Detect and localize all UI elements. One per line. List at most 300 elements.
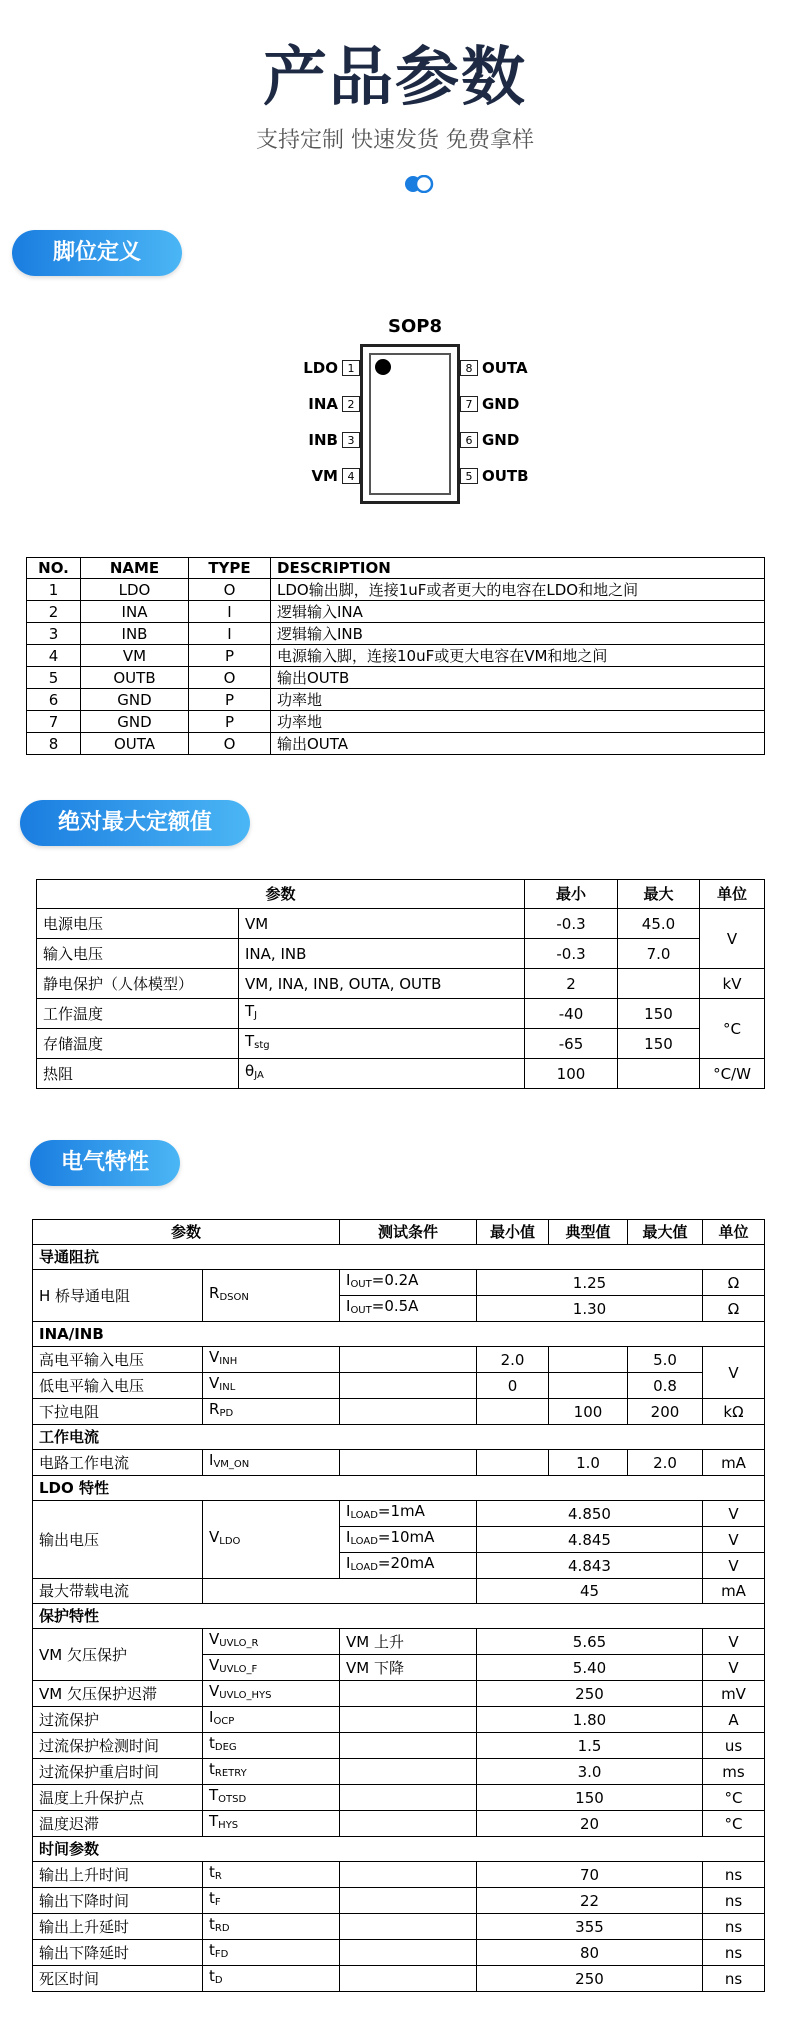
cell: 4.850	[477, 1501, 703, 1527]
cell	[203, 1681, 340, 1707]
cell: 逻辑输入INB	[271, 623, 765, 645]
cell	[203, 1940, 340, 1966]
cell: mA	[703, 1450, 765, 1476]
table-row	[27, 579, 765, 601]
cell	[203, 1862, 340, 1888]
symbol-sub: OCP	[213, 1716, 235, 1727]
cond: I	[346, 1297, 351, 1315]
cond-sub: LOAD	[350, 1510, 378, 1521]
table-row	[33, 1629, 765, 1655]
cell	[239, 1059, 525, 1089]
pin-name: GND	[482, 395, 520, 413]
col-header: DESCRIPTION	[271, 558, 765, 579]
pin-number: 4	[342, 468, 360, 484]
table-row	[33, 1862, 765, 1888]
cell: 高电平输入电压	[33, 1347, 203, 1373]
decoration-dots-icon	[404, 175, 434, 193]
cell	[340, 1888, 477, 1914]
cond-sub: OUT	[350, 1279, 372, 1290]
section-elec-title: 电气特性	[30, 1140, 180, 1186]
table-row	[27, 645, 765, 667]
cell	[340, 1940, 477, 1966]
symbol: θ	[245, 1062, 255, 1080]
cell	[549, 1347, 628, 1373]
cell: OUTB	[81, 667, 189, 689]
cell: 最大带载电流	[33, 1579, 203, 1604]
table-row	[33, 1914, 765, 1940]
cell: us	[703, 1733, 765, 1759]
cell: 2.0	[477, 1347, 549, 1373]
cell	[340, 1914, 477, 1940]
cell: 输入电压	[37, 939, 239, 969]
cell: A	[703, 1707, 765, 1733]
cell: 1.30	[477, 1296, 703, 1322]
table-row	[37, 999, 765, 1029]
pin-number: 6	[460, 432, 478, 448]
table-row	[37, 969, 765, 999]
pin-number: 5	[460, 468, 478, 484]
symbol: T	[209, 1786, 219, 1804]
cell	[203, 1811, 340, 1837]
chip-package-label: SOP8	[388, 316, 442, 337]
cell: 1.0	[549, 1450, 628, 1476]
pin-number: 7	[460, 396, 478, 412]
cell: 死区时间	[33, 1966, 203, 1992]
chip-pin-right	[460, 358, 560, 378]
cond: I	[346, 1271, 351, 1289]
col-header: 参数	[37, 880, 525, 909]
cell: 静电保护（人体模型）	[37, 969, 239, 999]
cell: kΩ	[703, 1399, 765, 1425]
cell: 温度上升保护点	[33, 1785, 203, 1811]
table-row	[33, 1399, 765, 1425]
cell	[340, 1681, 477, 1707]
cell: 0.8	[628, 1373, 703, 1399]
cell	[340, 1707, 477, 1733]
cell	[340, 1553, 477, 1579]
cell	[203, 1655, 340, 1681]
cond: I	[346, 1554, 351, 1572]
cell: V	[703, 1501, 765, 1527]
cell: 5	[27, 667, 81, 689]
cell: VM 上升	[340, 1629, 477, 1655]
table-row	[27, 667, 765, 689]
symbol-sub: RD	[214, 1923, 230, 1934]
cell: °C	[703, 1811, 765, 1837]
cell: P	[189, 689, 271, 711]
cell: V	[703, 1553, 765, 1579]
table-row	[33, 1579, 765, 1604]
symbol-sub: INH	[219, 1356, 238, 1367]
cell: 过流保护检测时间	[33, 1733, 203, 1759]
cell: 输出下降时间	[33, 1888, 203, 1914]
col-header: NAME	[81, 558, 189, 579]
cell: O	[189, 667, 271, 689]
cell: 输出OUTB	[271, 667, 765, 689]
pin-name: LDO	[303, 359, 338, 377]
symbol-sub: PD	[219, 1408, 234, 1419]
section-row	[33, 1837, 765, 1862]
cell	[203, 1733, 340, 1759]
cell	[203, 1914, 340, 1940]
col-header: 单位	[700, 880, 765, 909]
symbol: t	[209, 1734, 215, 1752]
chip-pin-left	[280, 430, 360, 450]
cell	[203, 1399, 340, 1425]
cell: -40	[525, 999, 618, 1029]
cell: ns	[703, 1914, 765, 1940]
cell: 250	[477, 1681, 703, 1707]
cell: -0.3	[525, 909, 618, 939]
table-row	[33, 1347, 765, 1373]
cond-rest: =1mA	[377, 1502, 425, 1520]
cond-rest: =0.2A	[371, 1271, 419, 1289]
table-row	[27, 623, 765, 645]
symbol-sub: F	[214, 1897, 221, 1908]
table-row	[33, 1373, 765, 1399]
cell: VM, INA, INB, OUTA, OUTB	[239, 969, 525, 999]
symbol-sub: UVLO_R	[219, 1638, 259, 1649]
table-row	[33, 1785, 765, 1811]
cell: °C	[703, 1785, 765, 1811]
page-title: 产品参数	[263, 41, 527, 115]
cond-sub: LOAD	[350, 1562, 378, 1573]
symbol: I	[209, 1708, 214, 1726]
cell	[203, 1450, 340, 1476]
cell: 过流保护重启时间	[33, 1759, 203, 1785]
section-label: 时间参数	[33, 1837, 765, 1862]
table-row	[33, 1270, 765, 1296]
col-header: 最小	[525, 880, 618, 909]
symbol: t	[209, 1967, 215, 1985]
section-label: INA/INB	[33, 1322, 765, 1347]
cond-rest: =20mA	[377, 1554, 435, 1572]
cell: 200	[628, 1399, 703, 1425]
cell: 8	[27, 733, 81, 755]
cell: O	[189, 579, 271, 601]
pin-name: OUTB	[482, 467, 529, 485]
pin1-dot-icon	[375, 359, 391, 375]
cell: ns	[703, 1940, 765, 1966]
col-header: TYPE	[189, 558, 271, 579]
cell: V	[703, 1629, 765, 1655]
pin-number: 3	[342, 432, 360, 448]
cell: O	[189, 733, 271, 755]
section-label: 保护特性	[33, 1604, 765, 1629]
symbol-sub: JA	[254, 1070, 264, 1081]
cell: mA	[703, 1579, 765, 1604]
cell	[340, 1966, 477, 1992]
symbol-sub: LDO	[219, 1536, 241, 1547]
symbol: V	[209, 1374, 220, 1392]
cell: 100	[525, 1059, 618, 1089]
symbol: t	[209, 1760, 215, 1778]
table-row	[37, 1029, 765, 1059]
symbol-sub: RETRY	[214, 1768, 247, 1779]
table-row	[33, 1501, 765, 1527]
table-row	[37, 939, 765, 969]
cond-sub: LOAD	[350, 1536, 378, 1547]
section-label: LDO 特性	[33, 1476, 765, 1501]
chip-pin-right	[460, 394, 560, 414]
symbol: T	[209, 1812, 219, 1830]
cell	[340, 1759, 477, 1785]
pin-number: 1	[342, 360, 360, 376]
cell: 45	[477, 1579, 703, 1604]
table-row	[27, 711, 765, 733]
cell	[340, 1399, 477, 1425]
cell: INB	[81, 623, 189, 645]
table-row	[33, 1966, 765, 1992]
cell	[203, 1759, 340, 1785]
cell: VM	[81, 645, 189, 667]
section-label: 工作电流	[33, 1425, 765, 1450]
pin-name: INB	[308, 431, 338, 449]
section-row	[33, 1245, 765, 1270]
cell: 150	[618, 1029, 700, 1059]
table-header-row	[33, 1220, 765, 1245]
cell	[340, 1527, 477, 1553]
cell: 4	[27, 645, 81, 667]
cell: 70	[477, 1862, 703, 1888]
symbol: t	[209, 1889, 215, 1907]
cell	[340, 1373, 477, 1399]
table-row	[33, 1759, 765, 1785]
symbol: V	[209, 1656, 220, 1674]
section-row	[33, 1476, 765, 1501]
cell: 150	[618, 999, 700, 1029]
cell	[618, 969, 700, 999]
section-row	[33, 1425, 765, 1450]
cell: VM	[239, 909, 525, 939]
cell: INA	[81, 601, 189, 623]
cell: ns	[703, 1888, 765, 1914]
cell: mV	[703, 1681, 765, 1707]
symbol-sub: DEG	[214, 1742, 237, 1753]
table-row	[27, 733, 765, 755]
cell: 100	[549, 1399, 628, 1425]
symbol: R	[209, 1400, 220, 1418]
cell: LDO输出脚，连接1uF或者更大的电容在LDO和地之间	[271, 579, 765, 601]
table-row	[33, 1681, 765, 1707]
cell: 250	[477, 1966, 703, 1992]
cell: 热阻	[37, 1059, 239, 1089]
table-row	[33, 1733, 765, 1759]
section-abs-title: 绝对最大定额值	[20, 800, 250, 846]
cell: ns	[703, 1966, 765, 1992]
cell: 输出电压	[33, 1501, 203, 1579]
table-row	[33, 1811, 765, 1837]
cell: 6	[27, 689, 81, 711]
cell	[203, 1373, 340, 1399]
cell	[203, 1785, 340, 1811]
cell: V	[703, 1347, 765, 1399]
cell: I	[189, 623, 271, 645]
cond-rest: =0.5A	[371, 1297, 419, 1315]
cell: V	[703, 1655, 765, 1681]
cell: VM 欠压保护迟滞	[33, 1681, 203, 1707]
symbol: t	[209, 1915, 215, 1933]
cell: GND	[81, 689, 189, 711]
cell	[203, 1270, 340, 1322]
cell	[203, 1966, 340, 1992]
cell: V	[700, 909, 765, 969]
cell: 输出OUTA	[271, 733, 765, 755]
symbol: V	[209, 1528, 220, 1546]
cell: 2.0	[628, 1450, 703, 1476]
cell: OUTA	[81, 733, 189, 755]
cell: 20	[477, 1811, 703, 1837]
cell	[340, 1862, 477, 1888]
cell: Ω	[703, 1270, 765, 1296]
table-row	[27, 689, 765, 711]
cell	[340, 1270, 477, 1296]
cell: 电源电压	[37, 909, 239, 939]
symbol-sub: OTSD	[218, 1794, 247, 1805]
cell: 0	[477, 1373, 549, 1399]
cell: 1.80	[477, 1707, 703, 1733]
cell: 输出上升延时	[33, 1914, 203, 1940]
cell	[618, 1059, 700, 1089]
chip-pin-right	[460, 430, 560, 450]
cell: 2	[525, 969, 618, 999]
symbol: T	[245, 1032, 255, 1050]
abs-max-table	[36, 879, 765, 1089]
symbol-sub: VM_ON	[213, 1459, 250, 1470]
cell: 355	[477, 1914, 703, 1940]
table-row	[33, 1940, 765, 1966]
cell: ms	[703, 1759, 765, 1785]
col-header: 典型值	[549, 1220, 628, 1245]
section-label: 导通阻抗	[33, 1245, 765, 1270]
symbol: t	[209, 1941, 215, 1959]
pin-table	[26, 557, 765, 755]
cond: I	[346, 1528, 351, 1546]
cell: 7.0	[618, 939, 700, 969]
cell: I	[189, 601, 271, 623]
cell: 80	[477, 1940, 703, 1966]
cell: INA, INB	[239, 939, 525, 969]
cell: Ω	[703, 1296, 765, 1322]
cell: 存储温度	[37, 1029, 239, 1059]
cell: LDO	[81, 579, 189, 601]
cell: 3.0	[477, 1759, 703, 1785]
cell	[549, 1373, 628, 1399]
cell: 150	[477, 1785, 703, 1811]
cell: ns	[703, 1862, 765, 1888]
cell: 1.25	[477, 1270, 703, 1296]
pin-name: VM	[311, 467, 338, 485]
page-subtitle: 支持定制 快速发货 免费拿样	[256, 128, 534, 153]
cell: 5.65	[477, 1629, 703, 1655]
cell: H 桥导通电阻	[33, 1270, 203, 1322]
section-pin-title: 脚位定义	[12, 230, 182, 276]
cond: I	[346, 1502, 351, 1520]
cell	[340, 1501, 477, 1527]
cell	[203, 1888, 340, 1914]
cell: VM 欠压保护	[33, 1629, 203, 1681]
cell: 电源输入脚，连接10uF或更大电容在VM和地之间	[271, 645, 765, 667]
cell: 电路工作电流	[33, 1450, 203, 1476]
chip-pin-left	[280, 358, 360, 378]
symbol: R	[209, 1284, 220, 1302]
col-header: 测试条件	[340, 1220, 477, 1245]
cell: V	[703, 1527, 765, 1553]
cell: °C/W	[700, 1059, 765, 1089]
cell: 输出上升时间	[33, 1862, 203, 1888]
symbol-sub: UVLO_F	[219, 1664, 258, 1675]
pin-name: INA	[308, 395, 338, 413]
cell: 工作温度	[37, 999, 239, 1029]
table-row	[27, 601, 765, 623]
elec-table	[32, 1219, 765, 1992]
cell	[340, 1733, 477, 1759]
cell: 22	[477, 1888, 703, 1914]
cell: 1	[27, 579, 81, 601]
cell: 2	[27, 601, 81, 623]
chip-pin-left	[280, 466, 360, 486]
cell	[203, 1707, 340, 1733]
cell: 逻辑输入INA	[271, 601, 765, 623]
col-header: NO.	[27, 558, 81, 579]
symbol: T	[245, 1002, 255, 1020]
cell: 1.5	[477, 1733, 703, 1759]
table-row	[37, 1059, 765, 1089]
cell: GND	[81, 711, 189, 733]
cell: P	[189, 645, 271, 667]
symbol: V	[209, 1682, 220, 1700]
cell: 5.40	[477, 1655, 703, 1681]
cell: 温度迟滞	[33, 1811, 203, 1837]
table-row	[33, 1450, 765, 1476]
cell	[203, 1579, 477, 1604]
table-row	[33, 1707, 765, 1733]
cell: 5.0	[628, 1347, 703, 1373]
pin-number: 2	[342, 396, 360, 412]
cell: -65	[525, 1029, 618, 1059]
cell	[477, 1450, 549, 1476]
cell	[340, 1785, 477, 1811]
symbol-sub: INL	[219, 1382, 236, 1393]
cell: 低电平输入电压	[33, 1373, 203, 1399]
cell: -0.3	[525, 939, 618, 969]
cell	[239, 1029, 525, 1059]
col-header: 最大值	[628, 1220, 703, 1245]
cell	[340, 1450, 477, 1476]
symbol-sub: R	[214, 1871, 222, 1882]
cell: P	[189, 711, 271, 733]
cell	[203, 1501, 340, 1579]
pin-name: GND	[482, 431, 520, 449]
cell: 下拉电阻	[33, 1399, 203, 1425]
cond-sub: OUT	[350, 1305, 372, 1316]
symbol-sub: FD	[214, 1949, 229, 1960]
cell: 4.845	[477, 1527, 703, 1553]
col-header: 参数	[33, 1220, 340, 1245]
col-header: 最小值	[477, 1220, 549, 1245]
cell: 3	[27, 623, 81, 645]
table-header-row	[37, 880, 765, 909]
chip-pin-left	[280, 394, 360, 414]
table-row	[33, 1888, 765, 1914]
cell	[340, 1296, 477, 1322]
cell	[203, 1629, 340, 1655]
symbol-sub: HYS	[218, 1820, 239, 1831]
symbol-sub: DSON	[219, 1292, 249, 1303]
table-row	[37, 909, 765, 939]
symbol: V	[209, 1630, 220, 1648]
symbol: V	[209, 1348, 220, 1366]
